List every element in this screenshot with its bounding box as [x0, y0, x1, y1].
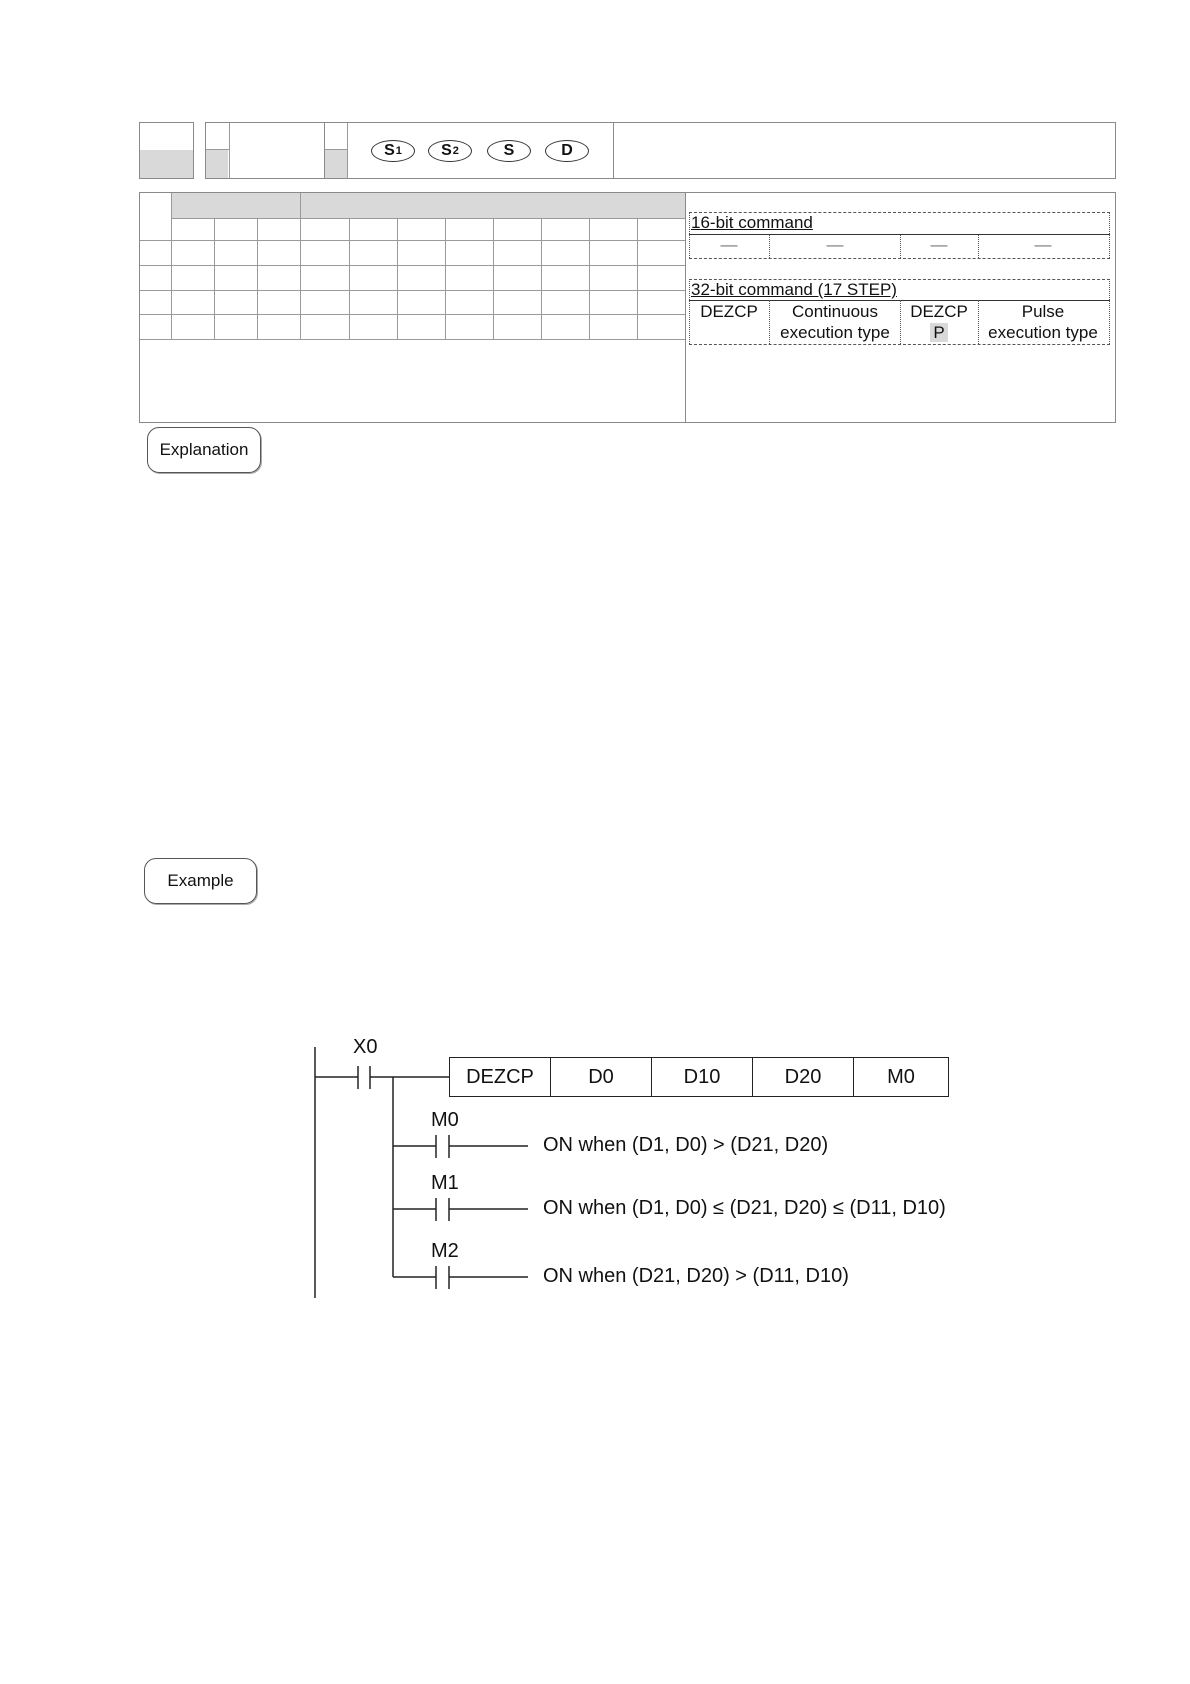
- instruction-mnemonic: DEZCP: [450, 1058, 551, 1096]
- bit32-cont-name: DEZCP: [700, 302, 758, 321]
- operand-s2: S 2: [428, 140, 472, 162]
- instruction-operand-s: D20: [753, 1058, 854, 1096]
- bit16-value-1: —: [720, 235, 738, 254]
- contact-m0-label: M0: [431, 1109, 459, 1131]
- bit32-pulse-type-2: execution type: [988, 323, 1098, 342]
- instruction-operand-s2: D10: [652, 1058, 753, 1096]
- contact-m2-label: M2: [431, 1240, 459, 1262]
- instruction-operand-d: M0: [887, 1065, 915, 1088]
- bit32-pulse-suffix: P: [900, 323, 978, 343]
- bit32-pulse-name: DEZCP: [910, 302, 968, 321]
- bit32-cont-type-1: Continuous: [791, 302, 878, 321]
- output-m2-text: ON when (D21, D20) > (D11, D10): [543, 1265, 849, 1287]
- bit16-value-2: —: [826, 235, 844, 254]
- example-label: Example: [144, 858, 257, 904]
- instruction-block: [449, 1057, 949, 1097]
- operand-s: S: [487, 140, 531, 162]
- bit16-value-4: —: [1034, 235, 1052, 254]
- bit32-cont-type-2: execution type: [780, 323, 890, 342]
- bit32-title: 32-bit command (17 STEP): [691, 280, 897, 299]
- contact-m1-label: M1: [431, 1172, 459, 1194]
- instruction-operand-s1: D0: [551, 1058, 652, 1096]
- operand-d: D: [545, 140, 589, 162]
- bit32-pulse-type-1: Pulse: [1021, 302, 1065, 321]
- bit16-value-3: —: [930, 235, 948, 254]
- contact-x0-label: X0: [353, 1036, 378, 1058]
- output-m1-text: ON when (D1, D0) ≤ (D21, D20) ≤ (D11, D10): [543, 1197, 946, 1219]
- operand-s1: S 1: [371, 140, 415, 162]
- explanation-label: Explanation: [147, 427, 261, 473]
- output-m0-text: ON when (D1, D0) > (D21, D20): [543, 1134, 829, 1156]
- bit16-title: 16-bit command: [691, 213, 813, 232]
